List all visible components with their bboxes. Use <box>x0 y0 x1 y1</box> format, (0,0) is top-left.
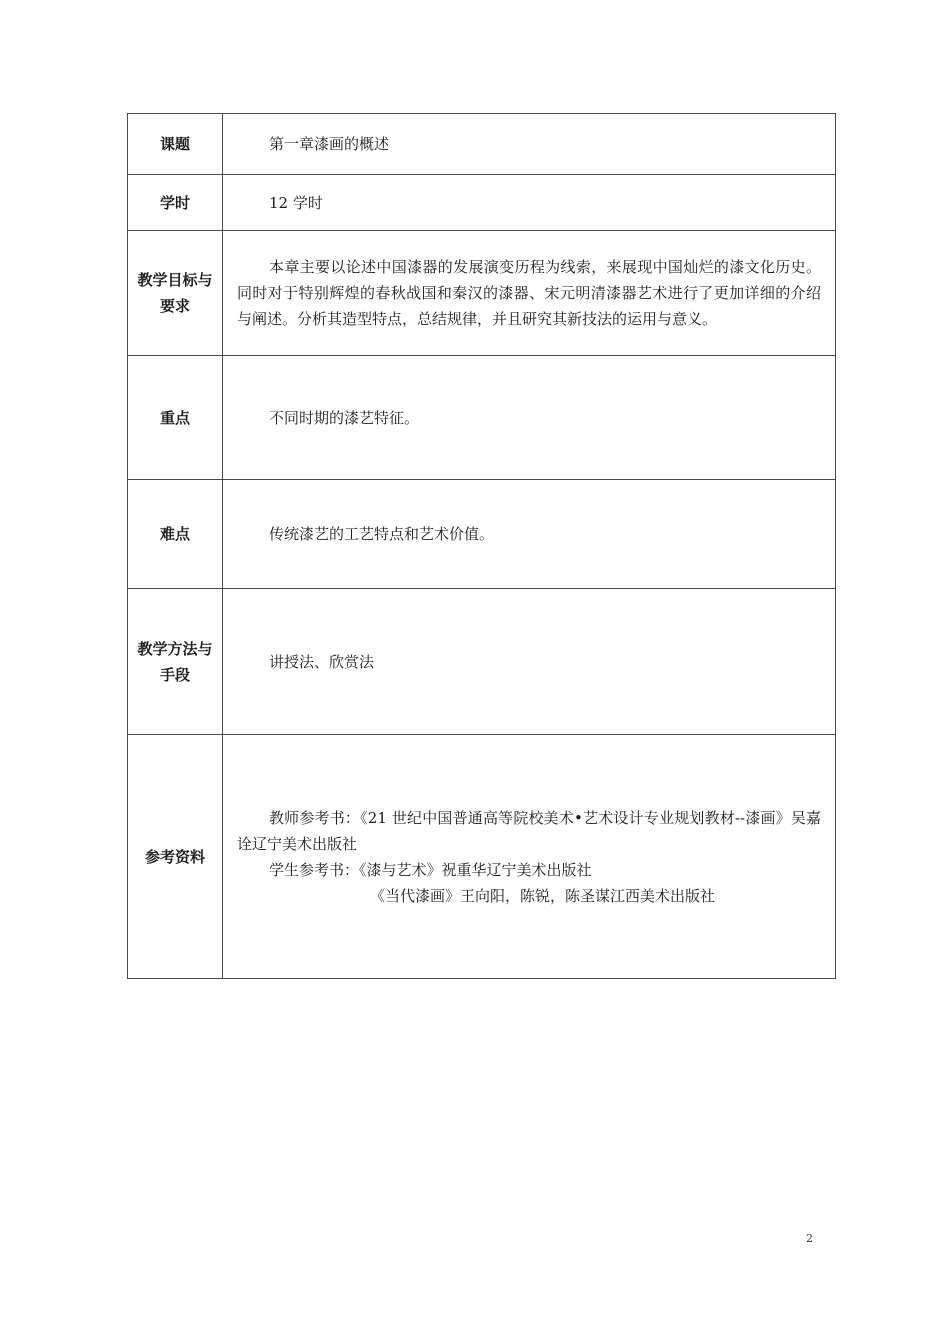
label-hours: 学时 <box>128 175 223 231</box>
value-difficulties <box>223 480 836 589</box>
difficulties-text: 传统漆艺的工艺特点和艺术价值。 <box>269 525 495 543</box>
label-references: 参考资料 <box>128 735 223 979</box>
row-references <box>128 735 836 979</box>
label-goals-line1: 教学目标与 <box>137 271 213 289</box>
value-topic <box>223 114 836 175</box>
label-methods-line2: 手段 <box>159 665 190 684</box>
student-reference-2: 《当代漆画》王向阳，陈锐，陈圣谋江西美术出版社 <box>370 886 716 905</box>
row-topic <box>128 114 836 175</box>
value-goals <box>223 231 836 356</box>
row-key-points <box>128 356 836 480</box>
row-difficulties <box>128 480 836 589</box>
goals-text: 本章主要以论述中国漆器的发展演变历程为线索，来展现中国灿烂的漆文化历史。同时对于特别辉煌的春秋战国和秦汉的漆器、宋元明清漆器艺术进行了更加详细的介绍与阐述。分析其造型特点，总结规律，并且研究其新技法的运用与意义。 <box>237 258 821 328</box>
value-hours <box>223 175 836 231</box>
row-goals <box>128 231 836 356</box>
row-methods <box>128 589 836 735</box>
topic-text: 第一章漆画的概述 <box>269 135 390 153</box>
value-key-points <box>223 356 836 480</box>
value-references <box>223 735 836 979</box>
key-points-text: 不同时期的漆艺特征。 <box>269 408 420 427</box>
label-goals <box>128 231 223 356</box>
label-methods-line1: 教学方法与 <box>137 639 213 658</box>
label-topic: 课题 <box>128 114 223 175</box>
teacher-reference: 教师参考书：《21 世纪中国普通高等院校美术•艺术设计专业规划教材--漆画》吴嘉诠辽宁美术出版社 <box>237 808 821 853</box>
page-number: 2 <box>806 1232 813 1245</box>
label-goals-line2: 要求 <box>159 297 190 315</box>
hours-text: 12 学时 <box>269 193 323 212</box>
row-hours <box>128 175 836 231</box>
label-key-points: 重点 <box>128 356 223 480</box>
label-methods <box>128 589 223 735</box>
methods-text: 讲授法、欣赏法 <box>269 652 375 671</box>
value-methods <box>223 589 836 735</box>
lesson-plan-table <box>127 113 836 979</box>
label-difficulties: 难点 <box>128 480 223 589</box>
student-reference-1: 学生参考书：《漆与艺术》祝重华辽宁美术出版社 <box>269 860 592 879</box>
